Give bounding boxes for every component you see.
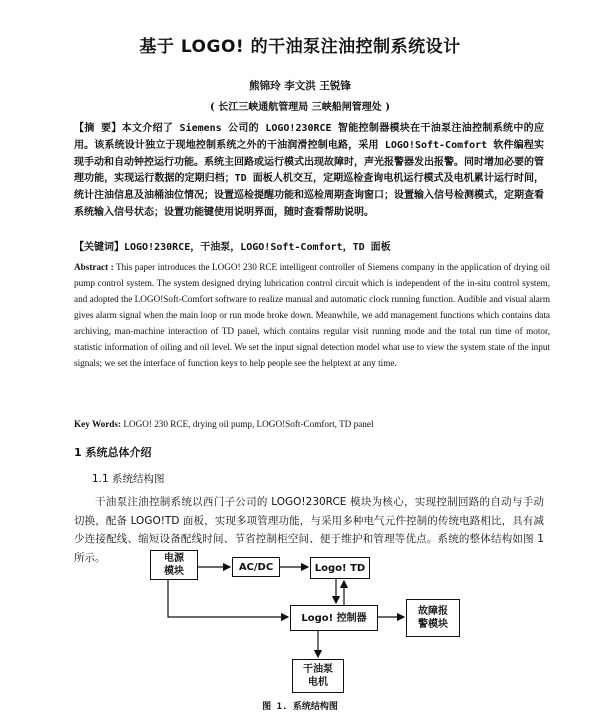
paper-authors: 熊锦玲 李文洪 王锐锋 [249, 80, 351, 92]
keywords-english-text: LOGO! 230 RCE, drying oil pump, LOGO!Soft-Comfort, TD panel [123, 419, 374, 429]
fault-alarm-box: 故障报 警模块 [406, 599, 460, 637]
keywords-chinese: 【关键词】LOGO!230RCE，干油泵，LOGO!Soft-Comfort，TD 面板 [74, 242, 391, 253]
abstract-chinese: 【摘 要】本文介绍了 Siemens 公司的 LOGO!230RCE 智能控制器模块在干油泵注油控制系统中的应用。该系统设计独立于现地控制系统之外的干油润滑控制电路，采用 LOGO!Soft-Comfort 软件编程实现手动和自动钟控运行功能。系统主回路或运行模式出现故障时，声光报警器发出报警。同时增加必要的管理功能，实现运行数据的定期归档；TD 面板人机交互，定期巡检查询电机运行模式及电机累计运行时间，统计注油信息及油桶油位情况；设置巡检提醒功能和巡检周期查询窗口；设置输入信号检测模式，定期查看系统输入信号状态；设置功能键使用说明界面，随时查看帮助说明。 [74, 123, 544, 218]
arrow-power-controller [168, 579, 288, 617]
oil-pump-motor-box: 干油泵 电机 [292, 659, 344, 693]
figure-caption: 图 1. 系统结构图 [262, 702, 338, 712]
keywords-english [74, 419, 550, 429]
subsection-heading: 1.1 系统结构图 [92, 473, 165, 485]
keywords-english-label: Key Words: [74, 419, 122, 429]
paper-title: 基于 LOGO! 的干油泵注油控制系统设计 [139, 37, 461, 57]
acdc-box: AC/DC [232, 557, 280, 577]
logo-controller-box: Logo! 控制器 [290, 605, 378, 631]
paper-affiliation: ( 长江三峡通航管理局 三峡船闸管理处 ) [210, 102, 390, 113]
abstract-english [74, 259, 550, 371]
system-structure-diagram [150, 545, 460, 695]
abstract-english-label: Abstract : [74, 262, 114, 272]
logo-td-box: Logo! TD [310, 557, 370, 579]
body-paragraph: 干油泵注油控制系统以西门子公司的 LOGO!230RCE 模块为核心，实现控制回路的自动与手动切换，配备 LOGO!TD 面板，实现多项管理功能，与采用多种电气元件控制的传统电路相比，具有减少连接配线、缩短设备配线时间、节省控制柜空间、便于维护和管理等优点。系统的整体结构如图 1 所示。 [74, 496, 544, 564]
section-heading: 1 系统总体介绍 [74, 446, 152, 459]
power-module-box: 电源 模块 [150, 550, 198, 580]
abstract-english-text: This paper introduces the LOGO! 230 RCE intelligent controller of Siemens company in the application of drying oil pump control system. The system designed drying lubrication control circuit which is independent of the in-situ control system, and adopted the LOGO!Soft-Comfort software to realize manual and automatic clock running function. Audible and visual alarm gives alarm signal when the main loop or run mode broke down. Meanwhile, we add management functions which contains data archiving, man-machine interaction of TD panel, which contains regular visit running mode and the total run time of motor, statistic information of oiling and oil level. We set the input signal detection model what use to view the system state of the input signals; we set the interface of function keys to help people see the helptext at any time. [74, 262, 550, 368]
